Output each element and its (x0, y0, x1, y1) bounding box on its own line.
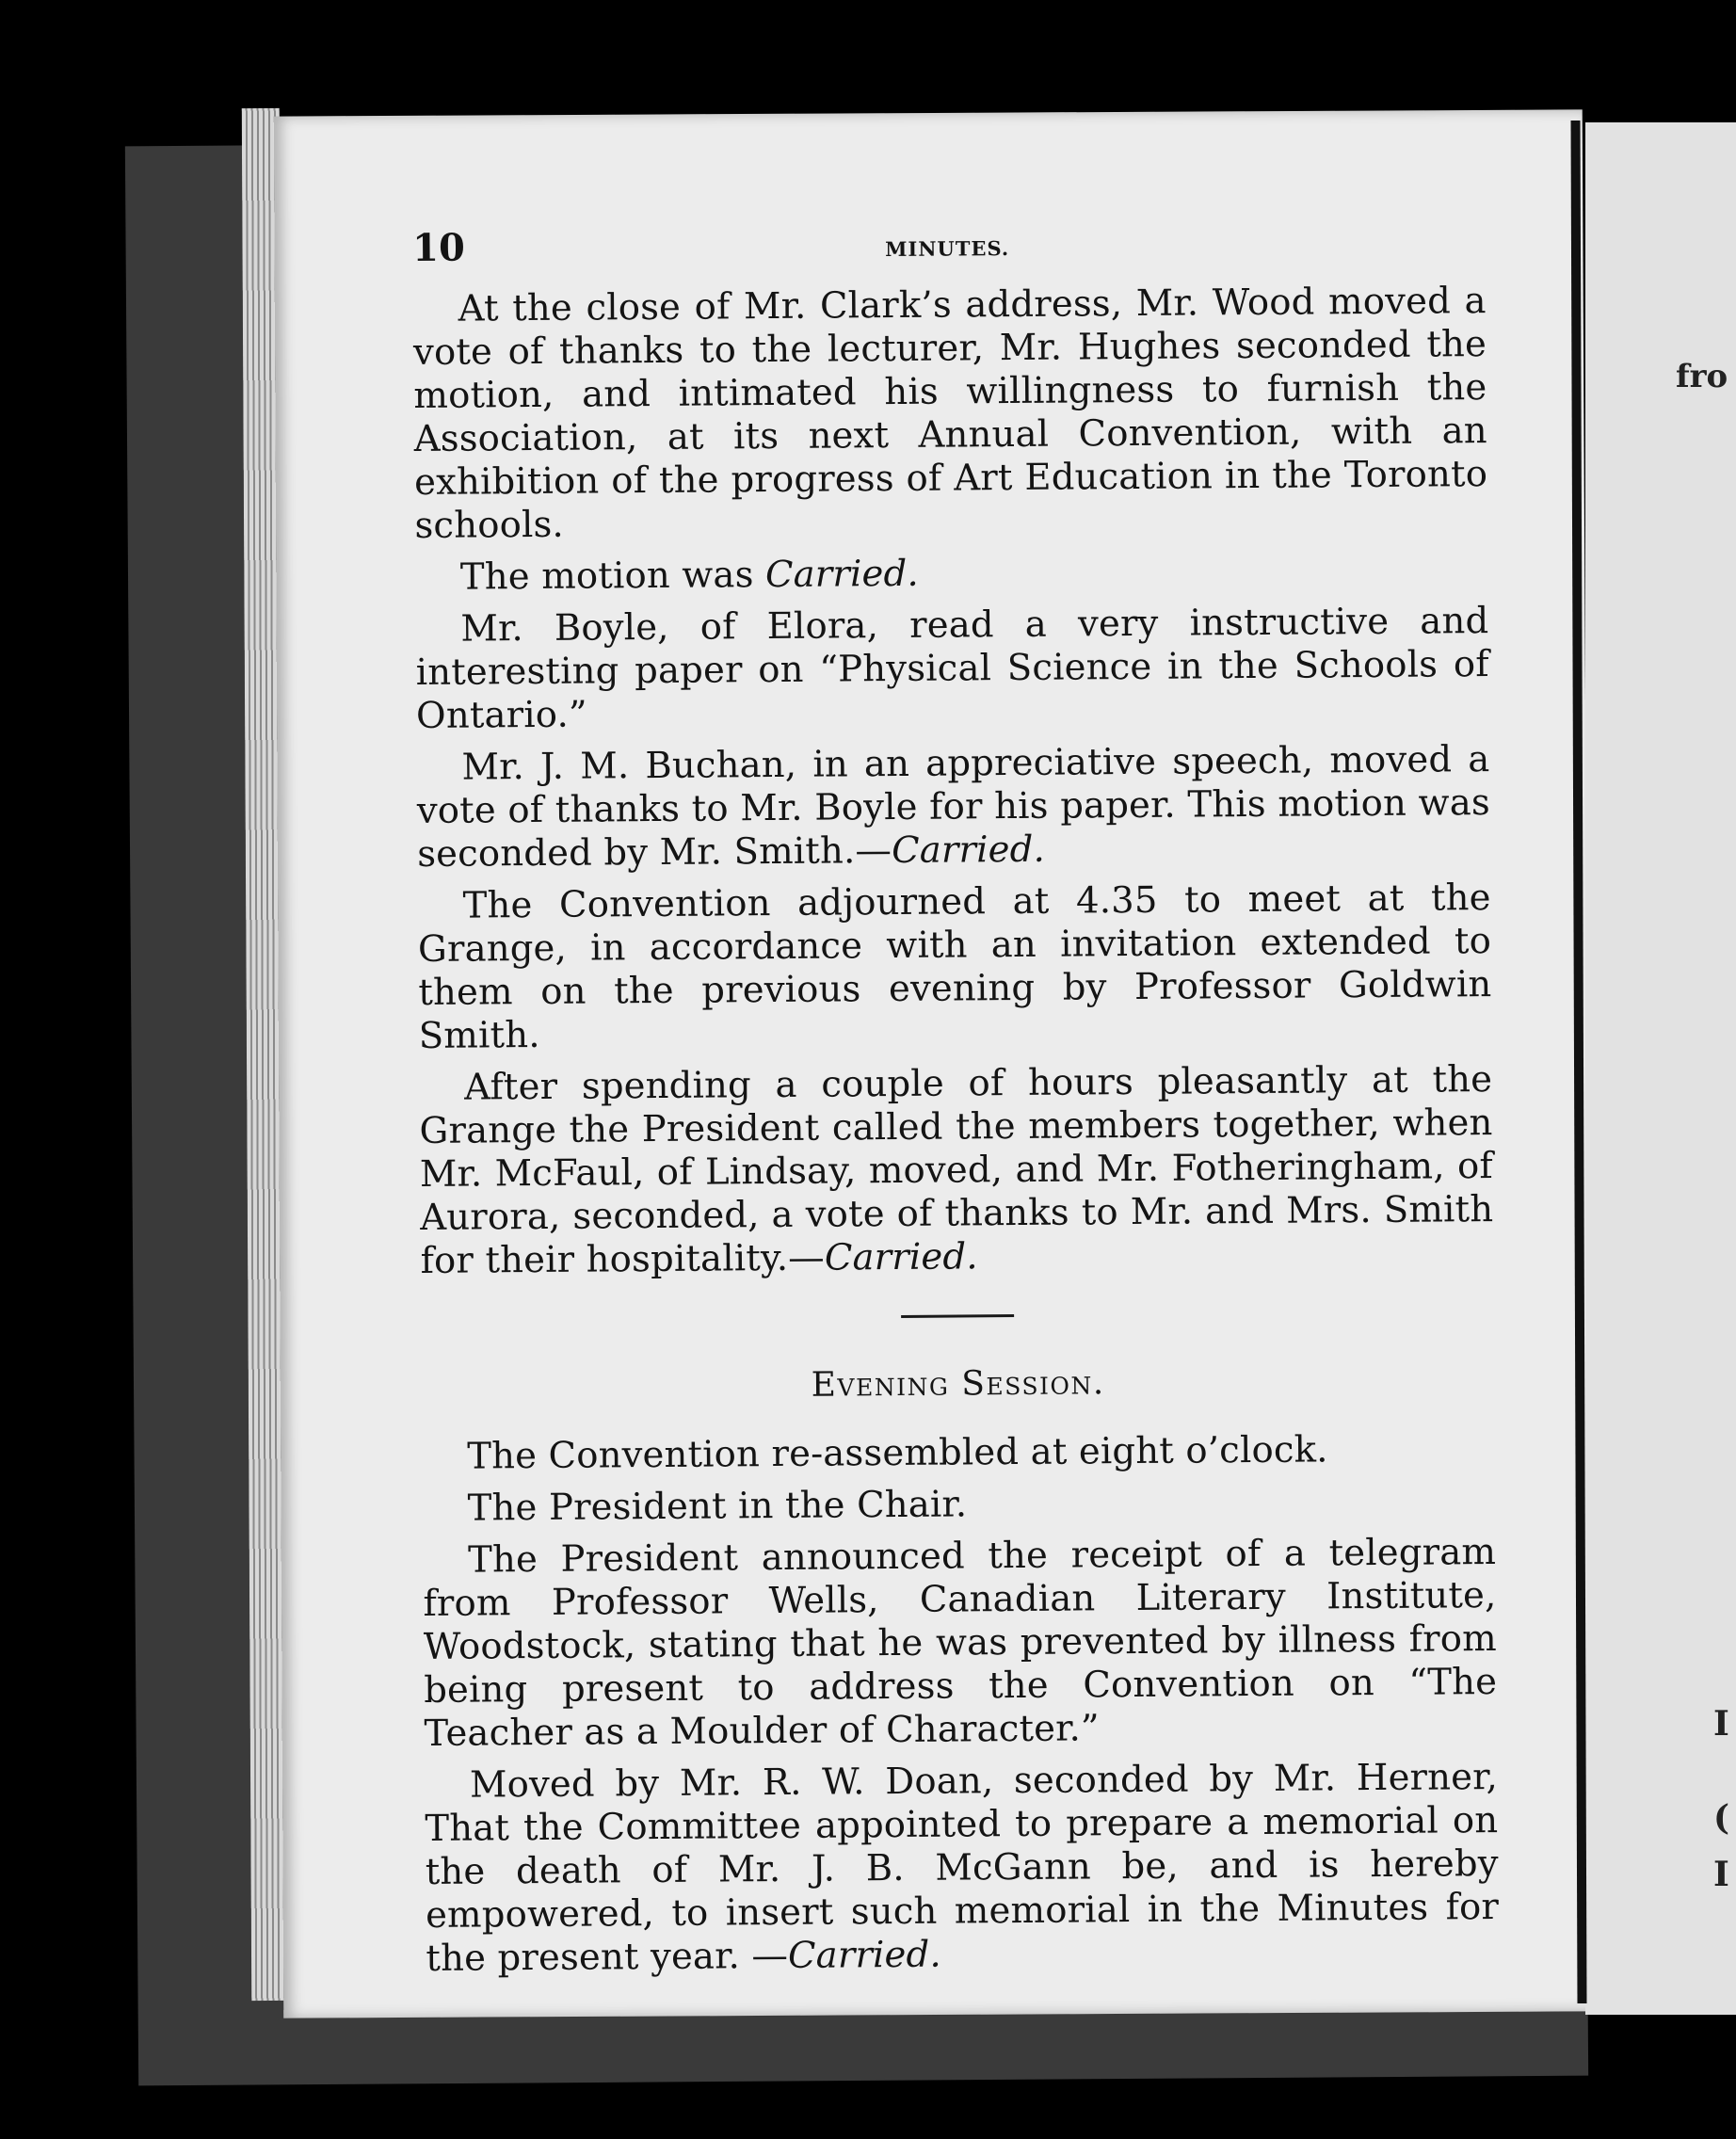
paragraph (417, 877, 1491, 1058)
paragraph (413, 280, 1488, 548)
page-number: 10 (412, 225, 466, 270)
paragraphs-after (422, 1427, 1500, 1981)
facing-page-fragment: I (1713, 1855, 1729, 1894)
page-text (412, 217, 1500, 1989)
paragraph (415, 548, 1488, 600)
paragraph-text: The Convention re-assembled at eight o’clock. (467, 1428, 1328, 1478)
paragraph (419, 1058, 1494, 1283)
paragraph (415, 600, 1489, 738)
facing-page-fragment: ( (1713, 1798, 1730, 1838)
session-heading: Evening Session. (811, 1363, 1105, 1405)
paragraph (416, 738, 1490, 877)
paragraph (423, 1479, 1496, 1531)
section-divider (901, 1314, 1014, 1318)
running-head: MINUTES. (885, 236, 1010, 262)
page-header (412, 217, 1486, 282)
paragraph-text: After spending a couple of hours pleasantly at the Grange the President called the members together, when Mr. McFaul, of Lindsay, moved, and Mr. Fotheringham, of Aurora, seconded, a vote of thanks to Mr. and Mrs. Smith for their hospitality.— (419, 1058, 1494, 1282)
carried-note: Carried. (824, 1235, 978, 1279)
carried-note: Carried. (787, 1933, 942, 1977)
paragraph-text: At the close of Mr. Clark’s address, Mr. Wood moved a vote of thanks to the lecturer, Mr. Hughes seconded the motion, and intimated his willingness to furnish the Association, at its next Annual Convention, with an exhibition of the progress of Art Education in the Toronto schools. (412, 280, 1488, 547)
paragraph-text: Mr. J. M. Buchan, in an appreciative speech, moved a vote of thanks to Mr. Boyle for his paper. This motion was seconded by Mr. Smith.— (416, 738, 1491, 876)
paragraph-text: The President announced the receipt of a telegram from Professor Wells, Canadian Literary Institute, Woodstock, stating that he was prevented by illness from being present to address the Convention on “The Teacher as a Moulder of Character.” (423, 1531, 1498, 1755)
facing-page-fragment: I (1713, 1704, 1729, 1744)
facing-page-fragment: fro (1676, 358, 1728, 395)
carried-note: Carried. (764, 552, 919, 597)
paragraph-text: The motion was (459, 554, 766, 599)
facing-page (1585, 122, 1736, 2015)
paragraph-text: The Convention adjourned at 4.35 to meet at the Grange, in accordance with an invitation extended to them on the previous evening by Professor Goldwin Smith. (417, 877, 1492, 1057)
paragraph (423, 1531, 1498, 1756)
paragraphs-before (413, 280, 1494, 1283)
paragraph-text: The President in the Chair. (467, 1483, 968, 1530)
carried-note: Carried. (891, 828, 1046, 873)
paragraph (425, 1756, 1500, 1981)
paragraph-text: Moved by Mr. R. W. Doan, seconded by Mr. Herner, That the Committee appointed to prepare a memorial on the death of Mr. J. B. McGann be, and is hereby empowered, to insert such memorial in the Minutes for the present year. — (425, 1755, 1500, 1980)
paragraph-text: Mr. Boyle, of Elora, read a very instructive and interesting paper on “Physical Science in the Schools of Ontario.” (415, 600, 1489, 737)
paragraph (422, 1427, 1495, 1479)
